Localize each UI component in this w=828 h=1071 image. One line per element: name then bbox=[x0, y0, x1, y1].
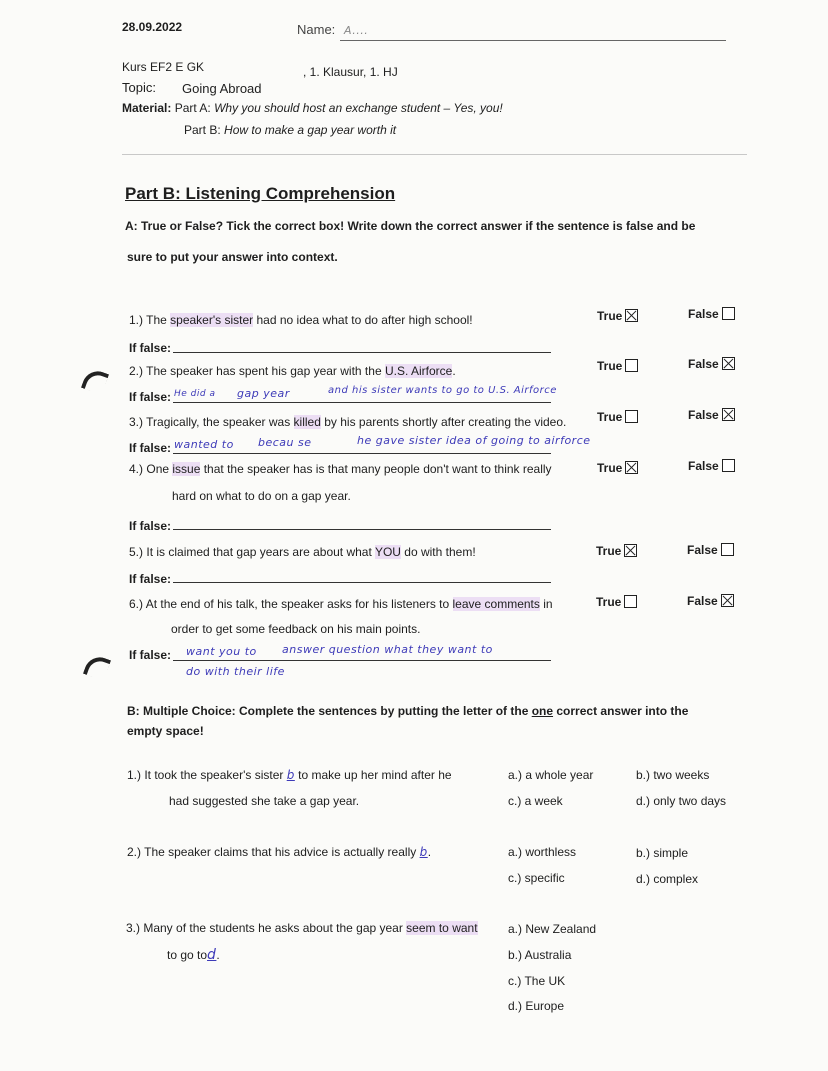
false-box-2[interactable]: False bbox=[688, 357, 735, 371]
true-box-2[interactable]: True bbox=[597, 359, 638, 373]
checkbox-icon[interactable] bbox=[625, 461, 638, 474]
margin-correction-mark-1 bbox=[81, 367, 109, 395]
checkbox-icon[interactable] bbox=[624, 595, 637, 608]
material-label: Material: bbox=[122, 101, 172, 115]
answer-2a: He did a bbox=[174, 389, 216, 399]
answer-6b: answer question what they want to bbox=[282, 643, 493, 656]
mc1-option-d[interactable]: d.) only two days bbox=[636, 794, 727, 808]
material-a-title: Why you should host an exchange student – Yes, you! bbox=[214, 101, 503, 115]
mc3-option-d[interactable]: d.) Europe bbox=[508, 999, 565, 1013]
checkbox-icon[interactable] bbox=[721, 543, 734, 556]
if-false-2: If false: bbox=[129, 390, 172, 404]
tf-item-6: 6.) At the end of his talk, the speaker asks for his listeners to leave comments in bbox=[129, 597, 553, 611]
checkbox-icon[interactable] bbox=[722, 459, 735, 472]
if-false-6: If false: bbox=[129, 648, 172, 662]
answer-6c: do with their life bbox=[186, 665, 285, 678]
checkbox-icon[interactable] bbox=[624, 544, 637, 557]
if-false-1: If false: bbox=[129, 341, 172, 355]
tf-item-3: 3.) Tragically, the speaker was killed by his parents shortly after creating the video. bbox=[129, 415, 567, 429]
checkbox-icon[interactable] bbox=[625, 359, 638, 372]
name-value: A.... bbox=[344, 24, 369, 37]
tf-item-2: 2.) The speaker has spent his gap year with the U.S. Airforce. bbox=[129, 364, 456, 378]
material-b-title: How to make a gap year worth it bbox=[224, 123, 397, 137]
false-box-1[interactable]: False bbox=[688, 307, 735, 321]
mc3-option-b[interactable]: b.) Australia bbox=[508, 948, 572, 962]
date: 28.09.2022 bbox=[122, 20, 183, 34]
mc1-option-a[interactable]: a.) a whole year bbox=[508, 768, 594, 782]
tf-item-5: 5.) It is claimed that gap years are about what YOU do with them! bbox=[129, 545, 476, 559]
checkbox-icon[interactable] bbox=[722, 357, 735, 370]
mc-question-2: 2.) The speaker claims that his advice is actually really b. bbox=[127, 845, 432, 859]
topic-label: Topic: bbox=[122, 80, 156, 95]
part-b-title: Part B: Listening Comprehension bbox=[125, 184, 396, 203]
mc3-option-c[interactable]: c.) The UK bbox=[508, 974, 566, 988]
material-b-prefix: Part B: bbox=[184, 123, 221, 137]
checkbox-icon[interactable] bbox=[722, 307, 735, 320]
instructions-line2: sure to put your answer into context. bbox=[127, 250, 338, 264]
checkbox-icon[interactable] bbox=[625, 410, 638, 423]
mc-question-3-line2: to go tod. bbox=[167, 947, 220, 963]
mc2-option-c[interactable]: c.) specific bbox=[508, 871, 565, 885]
checkbox-icon[interactable] bbox=[721, 594, 734, 607]
mc-question-1: 1.) It took the speaker's sister b to make up her mind after he bbox=[127, 768, 452, 782]
answer-line-4 bbox=[173, 529, 551, 530]
topic-value: Going Abroad bbox=[182, 81, 262, 96]
true-box-1[interactable]: True bbox=[597, 309, 638, 323]
exam-title: , 1. Klausur, 1. HJ bbox=[303, 65, 398, 79]
answer-3c: he gave sister idea of going to airforce bbox=[357, 434, 591, 447]
tf-item-1: 1.) The speaker's sister had no idea what to do after high school! bbox=[129, 313, 473, 327]
mc1-option-c[interactable]: c.) a week bbox=[508, 794, 563, 808]
name-line bbox=[340, 40, 726, 41]
mc2-option-d[interactable]: d.) complex bbox=[636, 872, 699, 886]
answer-2b: gap year bbox=[237, 387, 290, 400]
false-box-5[interactable]: False bbox=[687, 543, 734, 557]
true-box-5[interactable]: True bbox=[596, 544, 637, 558]
mc-question-3: 3.) Many of the students he asks about the gap year seem to want bbox=[126, 921, 478, 935]
tf-item-4-cont: hard on what to do on a gap year. bbox=[172, 489, 351, 503]
answer-3a: wanted to bbox=[174, 438, 234, 451]
mc-title: B: Multiple Choice: Complete the sentences by putting the letter of the one correct answer into the bbox=[127, 704, 689, 718]
mc-question-1-line2: had suggested she take a gap year. bbox=[169, 794, 360, 808]
header-divider bbox=[122, 154, 747, 155]
answer-line-3 bbox=[173, 453, 551, 454]
mc-title-line2: empty space! bbox=[127, 724, 204, 738]
answer-3b: becau se bbox=[258, 436, 312, 449]
name-label: Name: bbox=[297, 22, 336, 37]
answer-line-6 bbox=[173, 660, 551, 661]
tf-item-6-cont: order to get some feedback on his main points. bbox=[171, 622, 421, 636]
material-line-b bbox=[184, 123, 396, 137]
mc-answer-1[interactable]: b bbox=[286, 768, 295, 782]
checkbox-icon[interactable] bbox=[625, 309, 638, 322]
answer-line-1 bbox=[173, 352, 551, 353]
false-box-3[interactable]: False bbox=[688, 408, 735, 422]
true-box-3[interactable]: True bbox=[597, 410, 638, 424]
if-false-4: If false: bbox=[129, 519, 172, 533]
false-box-6[interactable]: False bbox=[687, 594, 734, 608]
checkbox-icon[interactable] bbox=[722, 408, 735, 421]
if-false-5: If false: bbox=[129, 572, 172, 586]
mc2-option-b[interactable]: b.) simple bbox=[636, 846, 689, 860]
mc3-option-a[interactable]: a.) New Zealand bbox=[508, 922, 597, 936]
mc2-option-a[interactable]: a.) worthless bbox=[508, 845, 577, 859]
mc-answer-2[interactable]: b bbox=[419, 845, 428, 859]
margin-correction-mark-2 bbox=[83, 653, 111, 681]
course: Kurs EF2 E GK bbox=[122, 60, 205, 74]
false-box-4[interactable]: False bbox=[688, 459, 735, 473]
answer-2c: and his sister wants to go to U.S. Airforce bbox=[328, 385, 557, 396]
answer-line-2 bbox=[173, 402, 551, 403]
tf-item-4: 4.) One issue that the speaker has is that many people don't want to think really bbox=[129, 462, 552, 476]
mc-answer-3[interactable]: d bbox=[207, 947, 217, 963]
answer-line-5 bbox=[173, 582, 551, 583]
if-false-3: If false: bbox=[129, 441, 172, 455]
instructions-line1: A: True or False? Tick the correct box! Write down the correct answer if the sentence is false and be bbox=[125, 219, 696, 233]
answer-6a: want you to bbox=[186, 645, 257, 658]
material-line-a bbox=[122, 101, 503, 115]
mc1-option-b[interactable]: b.) two weeks bbox=[636, 768, 710, 782]
true-box-6[interactable]: True bbox=[596, 595, 637, 609]
true-box-4[interactable]: True bbox=[597, 461, 638, 475]
material-a-prefix: Part A: bbox=[174, 101, 211, 115]
